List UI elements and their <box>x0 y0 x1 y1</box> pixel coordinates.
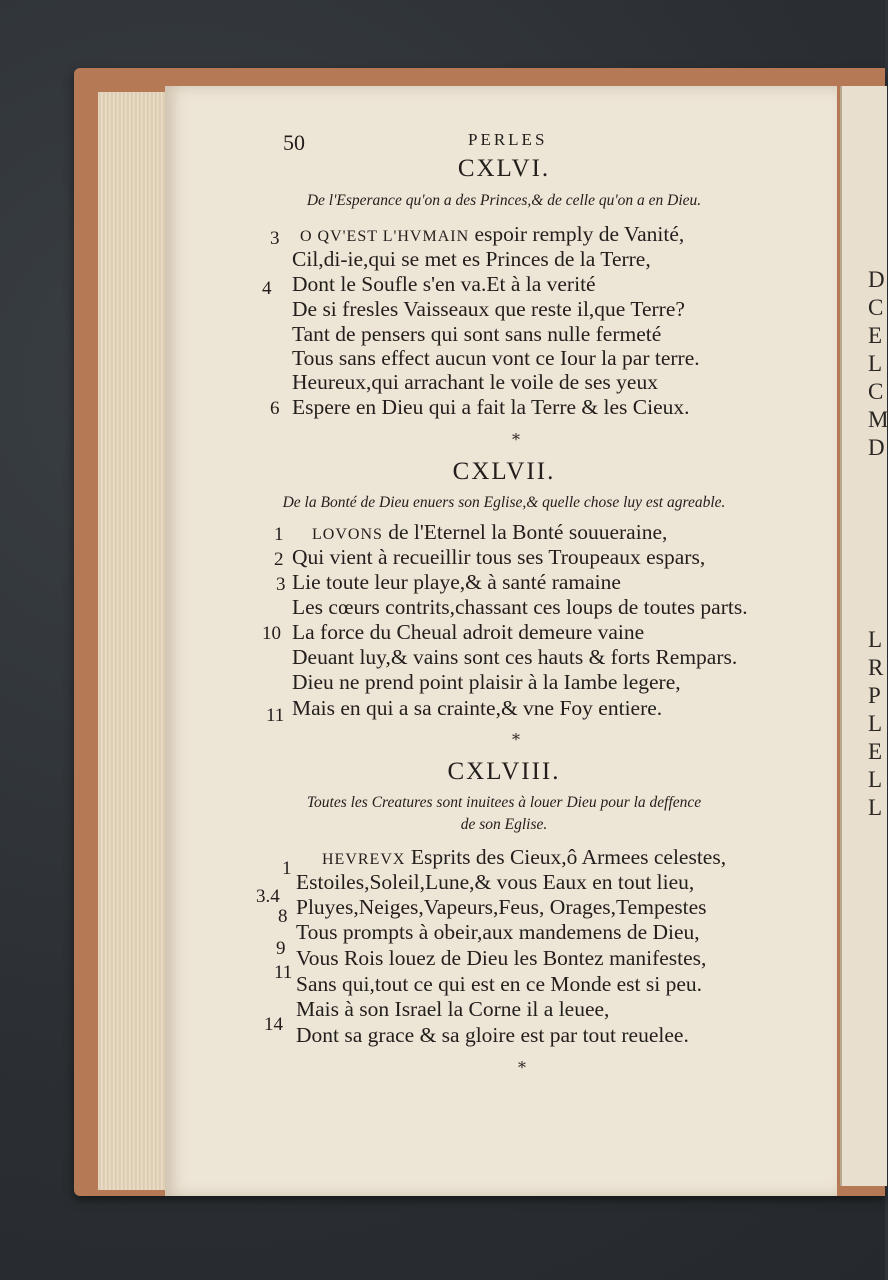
facing-letter: E <box>868 323 883 348</box>
verse-number: 2 <box>274 549 284 570</box>
verse-line: Dont le Soufle s'en va.Et à la verité <box>292 272 596 296</box>
verse-line: De si fresles Vaisseaux que reste il,que Terre? <box>292 297 685 321</box>
facing-letter: P <box>868 683 881 708</box>
initial-words: O QV'EST L'HVMAIN <box>300 228 470 245</box>
psalm-146-heading: CXLVI. <box>457 155 551 182</box>
initial-words: HEVREVX <box>322 851 406 868</box>
verse-line: Lie toute leur playe,& à santé ramaine <box>292 570 621 594</box>
verse-line: Les cœurs contrits,chassant ces loups de toutes parts. <box>292 595 748 619</box>
verse-number: 1 <box>282 858 292 879</box>
verse-number: 1 <box>274 524 284 545</box>
verse-line: Sans qui,tout ce qui est en ce Monde est si peu. <box>296 972 703 996</box>
facing-letter: L <box>868 767 883 792</box>
verse-number: 11 <box>274 962 293 983</box>
facing-letter: L <box>868 795 883 820</box>
verse-line: Qui vient à recueillir tous ses Troupeaux espars, <box>292 545 706 569</box>
verse-line: Mais en qui a sa crainte,& vne Foy entiere. <box>292 696 663 720</box>
verse-line: Dieu ne prend point plaisir à la Iambe legere, <box>292 670 681 694</box>
psalm-148-subtitle-line-2: de son Eglise. <box>460 816 548 833</box>
facing-letter: L <box>868 351 883 376</box>
facing-letter: D <box>868 435 885 460</box>
verse-line: LOVONS de l'Eternel la Bonté souueraine, <box>312 520 668 544</box>
verse-number: 14 <box>264 1014 283 1035</box>
verse-line: O QV'EST L'HVMAIN espoir remply de Vanité, <box>300 222 685 246</box>
verse-number: 3.4 <box>256 886 280 907</box>
verse-line: Estoiles,Soleil,Lune,& vous Eaux en tout lieu, <box>296 870 695 894</box>
verse-line: La force du Cheual adroit demeure vaine <box>292 620 645 644</box>
verse-line: Deuant luy,& vains sont ces hauts & forts Rempars. <box>292 645 738 669</box>
verse-line: Vous Rois louez de Dieu les Bontez manifestes, <box>296 946 707 970</box>
verse-line: Tant de pensers qui sont sans nulle fermeté <box>292 322 662 346</box>
psalm-146-subtitle: De l'Esperance qu'on a des Princes,& de celle qu'on a en Dieu. <box>306 192 702 209</box>
verse-number: 10 <box>262 623 281 644</box>
verse-number: 9 <box>276 938 286 959</box>
verse-line: Pluyes,Neiges,Vapeurs,Feus, Orages,Tempestes <box>296 895 707 919</box>
facing-letter: M <box>868 407 888 432</box>
ornament-asterisk: * <box>512 430 520 449</box>
verse-number: 3 <box>270 228 280 249</box>
verse-number: 8 <box>278 906 288 927</box>
page-number: 50 <box>283 130 305 155</box>
psalm-148-heading: CXLVIII. <box>447 758 561 785</box>
verse-number: 3 <box>276 574 286 595</box>
initial-words: LOVONS <box>312 526 383 543</box>
facing-letter: D <box>868 267 885 292</box>
facing-letter: L <box>868 711 883 736</box>
facing-letter: E <box>868 739 883 764</box>
verse-line: Heureux,qui arrachant le voile de ses yeux <box>292 370 658 394</box>
verse-line: Dont sa grace & sa gloire est par tout reuelee. <box>296 1023 689 1047</box>
facing-page-fragment <box>840 86 887 1186</box>
verse-line: Mais à son Israel la Corne il a leuee, <box>296 997 610 1021</box>
running-title: PERLES <box>468 130 548 149</box>
verse-line: HEVREVX Esprits des Cieux,ô Armees celestes, <box>322 845 727 869</box>
ornament-asterisk: * <box>512 730 520 749</box>
ornament-asterisk: * <box>518 1058 526 1077</box>
verse-line: Tous prompts à obeir,aux mandemens de Dieu, <box>296 920 700 944</box>
verse-number: 11 <box>266 705 285 726</box>
verse-line: Espere en Dieu qui a fait la Terre & les Cieux. <box>292 395 690 419</box>
psalm-148-subtitle-line-1: Toutes les Creatures sont inuitees à louer Dieu pour la deffence <box>306 794 702 811</box>
facing-letter: L <box>868 627 883 652</box>
psalm-147-heading: CXLVII. <box>452 458 556 485</box>
facing-letter: C <box>868 295 884 320</box>
facing-letter: R <box>868 655 884 680</box>
verse-line: Tous sans effect aucun vont ce Iour la par terre. <box>292 346 700 370</box>
verse-line: Cil,di-ie,qui se met es Princes de la Terre, <box>292 247 651 271</box>
psalm-147-subtitle: De la Bonté de Dieu enuers son Eglise,& quelle chose luy est agreable. <box>282 494 726 511</box>
verse-number: 6 <box>270 398 280 419</box>
facing-letter: C <box>868 379 884 404</box>
verse-number: 4 <box>262 278 272 299</box>
